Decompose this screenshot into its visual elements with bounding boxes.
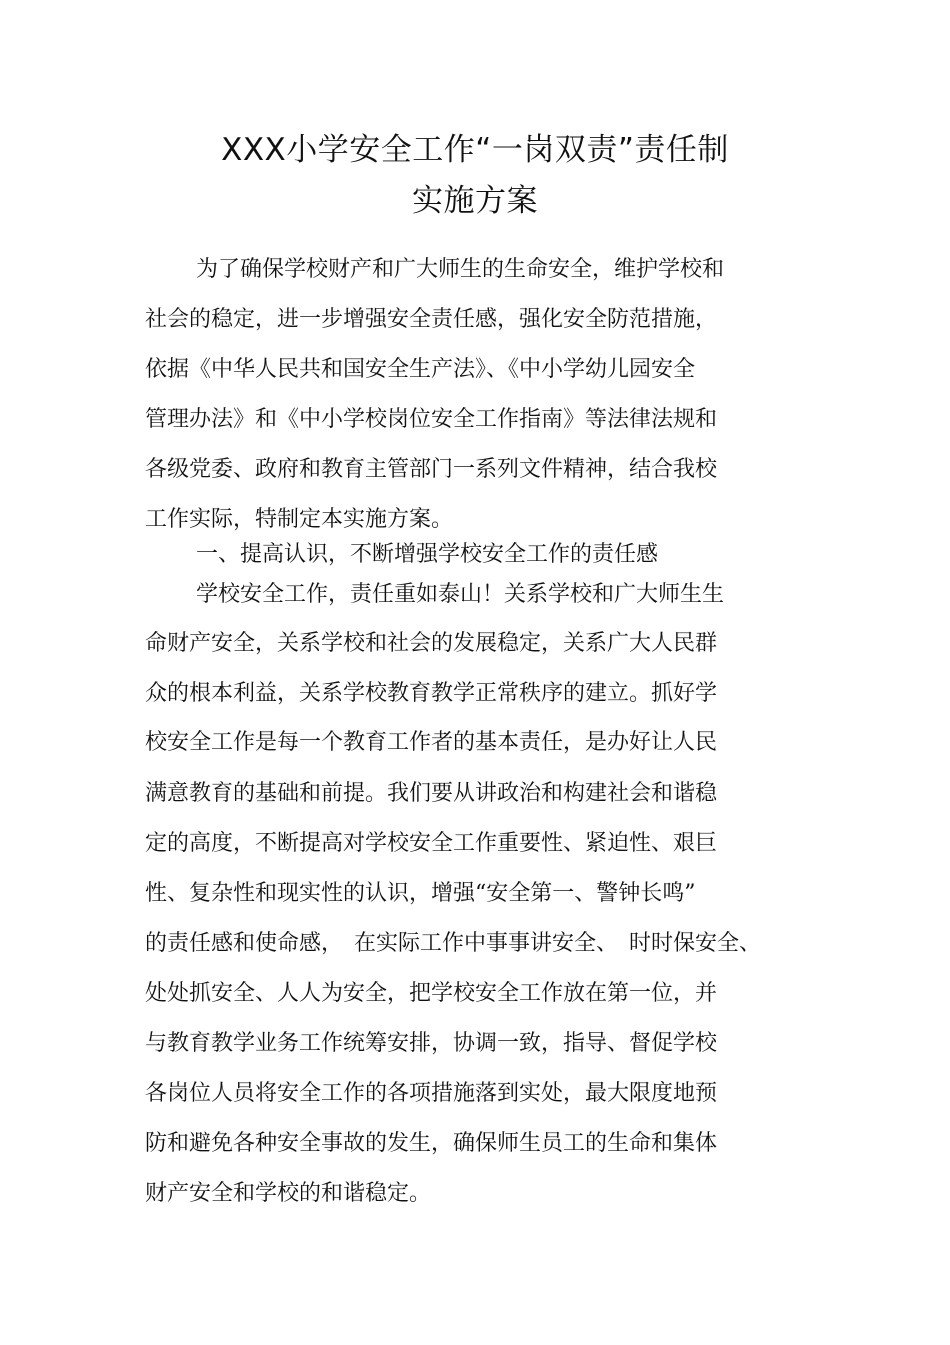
body-line: 各级党委、政府和教育主管部门一系列文件精神，结合我校 — [145, 457, 718, 482]
section-heading: 一、提高认识，不断增强学校安全工作的责任感 — [196, 542, 659, 567]
body-line: 管理办法》和《中小学校岗位安全工作指南》等法律法规和 — [145, 407, 718, 432]
body-line: 性、复杂性和现实性的认识，增强“安全第一、警钟长鸣” — [145, 881, 696, 906]
body-line: 依据《中华人民共和国安全生产法》、《中小学幼儿园安全 — [145, 357, 696, 382]
body-line: 防和避免各种安全事故的发生，确保师生员工的生命和集体 — [145, 1131, 718, 1156]
body-line: 校安全工作是每一个教育工作者的基本责任，是办好让人民 — [145, 730, 718, 755]
body-line: 满意教育的基础和前提。我们要从讲政治和构建社会和谐稳 — [145, 781, 718, 806]
body-line: 财产安全和学校的和谐稳定。 — [145, 1181, 432, 1206]
body-line: 社会的稳定，进一步增强安全责任感，强化安全防范措施， — [145, 307, 718, 332]
body-line: 各岗位人员将安全工作的各项措施落到实处，最大限度地预 — [145, 1081, 718, 1106]
body-line: 与教育教学业务工作统筹安排，协调一致，指导、督促学校 — [145, 1031, 718, 1056]
body-line: 为了确保学校财产和广大师生的生命安全，维护学校和 — [196, 257, 725, 282]
body-line: 处处抓安全、人人为安全，把学校安全工作放在第一位，并 — [145, 981, 718, 1006]
body-line: 命财产安全，关系学校和社会的发展稳定，关系广大人民群 — [145, 631, 718, 656]
body-line: 的责任感和使命感， 在实际工作中事事讲安全、 时时保安全、 — [145, 931, 762, 956]
document-title-line-1: XXX小学安全工作“一岗双责”责任制 — [221, 132, 729, 168]
body-line: 工作实际，特制定本实施方案。 — [145, 507, 454, 532]
body-line: 众的根本利益，关系学校教育教学正常秩序的建立。抓好学 — [145, 681, 718, 706]
document-title-line-2: 实施方案 — [412, 183, 538, 219]
body-line: 学校安全工作，责任重如泰山！关系学校和广大师生生 — [196, 582, 725, 607]
body-line: 定的高度，不断提高对学校安全工作重要性、紧迫性、艰巨 — [145, 831, 718, 856]
